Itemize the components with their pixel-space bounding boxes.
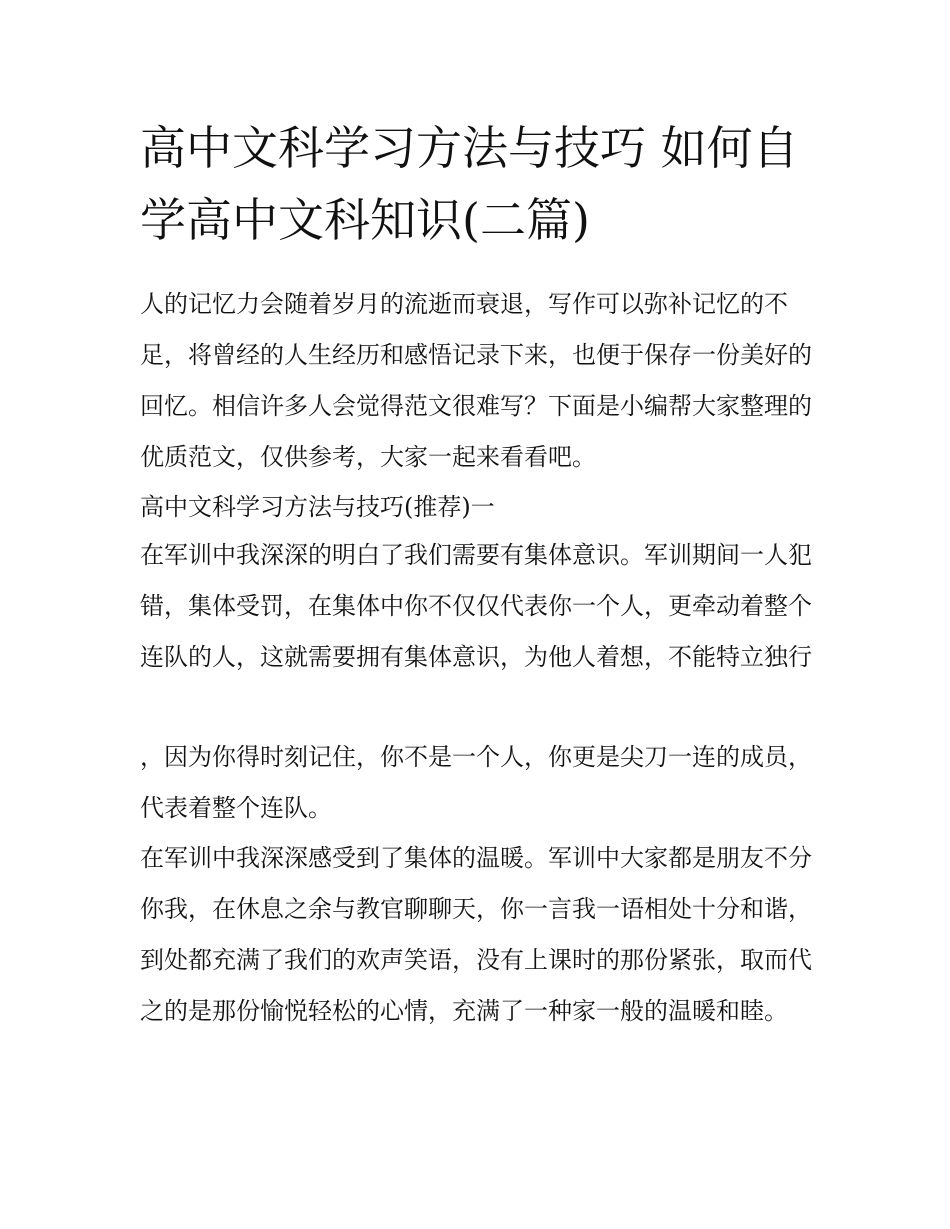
paragraph-1: 在军训中我深深的明白了我们需要有集体意识。军训期间一人犯错，集体受罚，在集体中你不仅仅代表你一个人，更牵动着整个连队的人，这就需要拥有集体意识，为他人着想，不能特立独行 [140,541,812,671]
intro-paragraph: 人的记忆力会随着岁月的流逝而衰退，写作可以弥补记忆的不足，将曾经的人生经历和感悟记录下来，也便于保存一份美好的回忆。相信许多人会觉得范文很难写？下面是小编帮大家整理的优质范文，仅供参考，大家一起来看看吧。 [140,290,812,471]
section-heading: 高中文科学习方法与技巧(推荐)一 [140,493,495,521]
document-title: 高中文科学习方法与技巧 如何自学高中文科知识(二篇) [140,121,799,247]
paragraph-2: ，因为你得时刻记住，你不是一个人，你更是尖刀一连的成员，代表着整个连队。 [140,743,812,822]
paragraph-3: 在军训中我深深感受到了集体的温暖。军训中大家都是朋友不分你我，在休息之余与教官聊聊天，你一言我一语相处十分和谐，到处都充满了我们的欢声笑语，没有上课时的那份紧张，取而代之的是那份愉悦轻松的心情，充满了一种家一般的温暖和睦。 [140,844,812,1025]
